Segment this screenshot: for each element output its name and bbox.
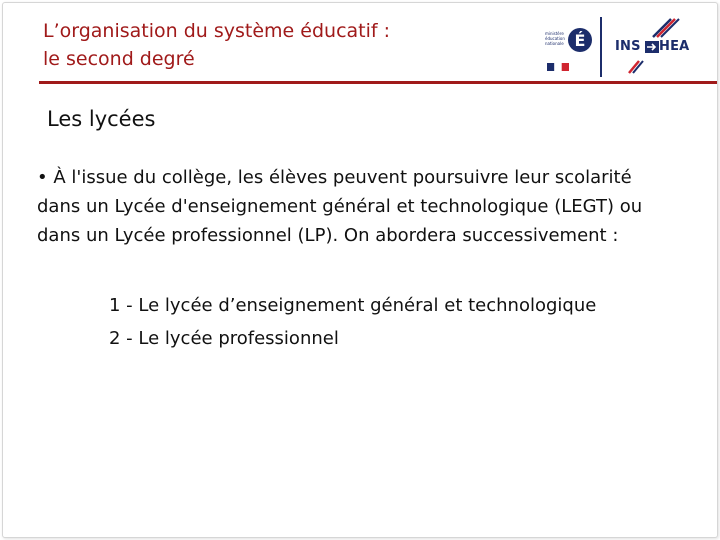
- title-line-1: L’organisation du système éducatif :: [43, 20, 391, 42]
- inshea-logo: [609, 17, 699, 75]
- bullet-line: dans un Lycée d'enseignement général et technologique (LEGT) ou: [37, 196, 643, 217]
- page-title: [43, 17, 483, 73]
- arrow-right-icon: [645, 41, 659, 53]
- ministry-logo: [543, 17, 603, 79]
- ministry-logo-text: ministère éducation nationale: [545, 31, 565, 46]
- list-item: 1 - Le lycée d’enseignement général et technologique: [109, 295, 597, 316]
- logo-divider: [600, 17, 602, 77]
- bullet-line: dans un Lycée professionnel (LP). On abordera successivement :: [37, 225, 619, 246]
- slide: [2, 2, 718, 538]
- inshea-left-text: INS: [615, 39, 641, 54]
- bullet-line: • À l'issue du collège, les élèves peuvent poursuivre leur scolarité: [37, 167, 632, 188]
- ministry-emblem-icon: [567, 27, 593, 53]
- title-line-2: le second degré: [43, 48, 195, 70]
- french-flag-icon: [547, 63, 569, 71]
- numbered-list: [109, 289, 596, 355]
- bullet-paragraph: [37, 163, 709, 250]
- section-heading: Les lycées: [47, 107, 156, 131]
- svg-text:É: É: [574, 31, 586, 50]
- inshea-right-text: HEA: [659, 39, 690, 54]
- list-item: 2 - Le lycée professionnel: [109, 328, 339, 349]
- header-divider: [39, 81, 718, 84]
